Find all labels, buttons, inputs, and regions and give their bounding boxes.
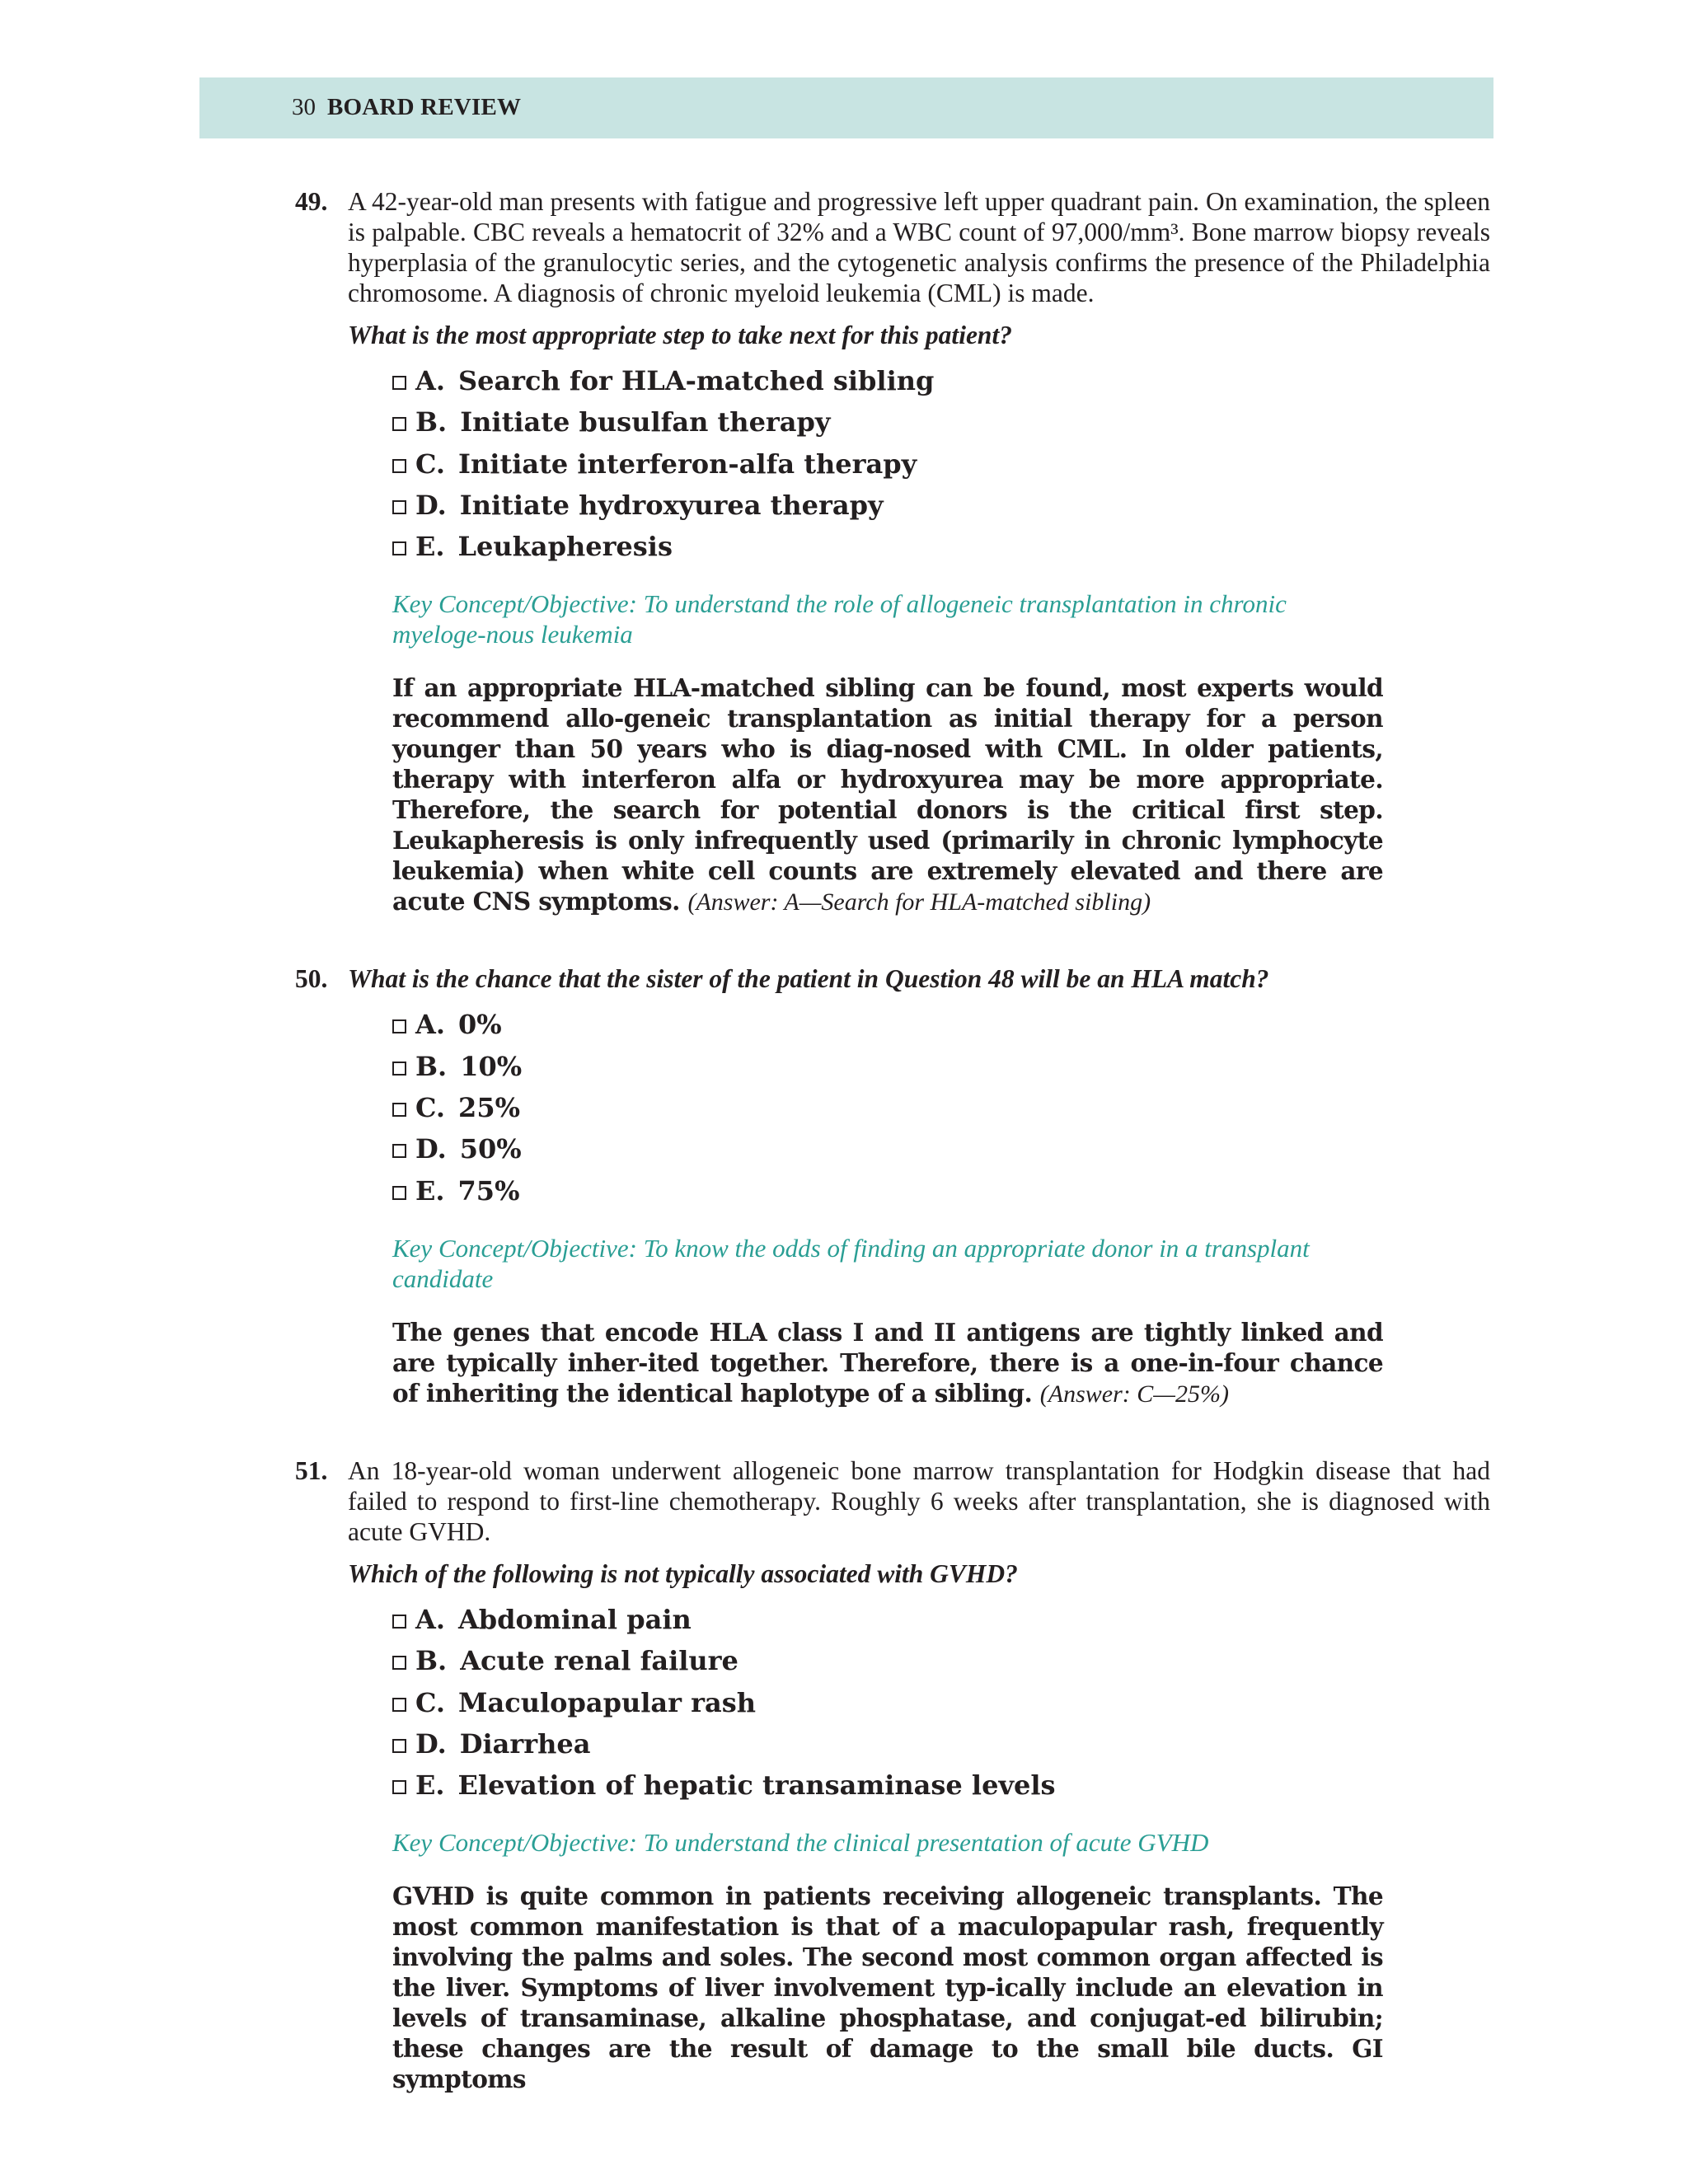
checkbox-icon[interactable] (392, 500, 406, 514)
answer-option-d[interactable] (392, 1723, 1490, 1765)
checkbox-icon[interactable] (392, 1186, 406, 1200)
section-gap (295, 1409, 1490, 1455)
question-number: 51. (295, 1455, 328, 1485)
option-letter: D. (415, 489, 447, 521)
option-letter: B. (415, 1050, 448, 1082)
explanation-text (392, 1881, 1383, 2094)
answer-option-d[interactable] (392, 1128, 1490, 1169)
key-concept: Key Concept/Objective: To know the odds of finding an appropriate donor in a transplant candidate (392, 1233, 1310, 1293)
explanation-body: GVHD is quite common in patients receiving allogeneic transplants. The most common manifestation is that of a maculopapular rash, frequently involving the palms and soles. The second most common organ affected is the liver. Symptoms of liver involvement typ-ically include an elevation in levels of transaminase, alkaline phosphatase, and conjugat-ed bilirubin; these changes are the result of damage to the small bile ducts. GI symptoms (392, 1882, 1383, 2094)
option-letter: C. (415, 448, 446, 480)
option-text: Acute renal failure (460, 1645, 738, 1677)
header-text (292, 92, 521, 122)
answer-option-b[interactable] (392, 1640, 1490, 1681)
option-text: Search for HLA-matched sibling (457, 365, 935, 396)
answer-option-c[interactable] (392, 1087, 1490, 1128)
question-51 (295, 1455, 1490, 2094)
option-letter: C. (415, 1092, 446, 1124)
question-prompt: What is the most appropriate step to take next for this patient? (348, 321, 1012, 349)
checkbox-icon[interactable] (392, 376, 406, 390)
option-text: Initiate interferon-alfa therapy (458, 448, 917, 480)
question-prompt: Which of the following is not typically associated with GVHD? (348, 1558, 1018, 1588)
checkbox-icon[interactable] (392, 1698, 406, 1712)
option-text: 10% (460, 1050, 523, 1082)
checkbox-icon[interactable] (392, 541, 406, 555)
checkbox-icon[interactable] (392, 1062, 406, 1076)
answer-reference: (Answer: A—Search for HLA-matched sibling) (687, 888, 1151, 916)
option-text: 50% (459, 1133, 522, 1165)
question-50 (295, 963, 1490, 1408)
explanation-text (392, 1317, 1383, 1409)
checkbox-icon[interactable] (392, 1739, 406, 1753)
answer-option-b[interactable] (392, 401, 1490, 443)
checkbox-icon[interactable] (392, 417, 406, 431)
question-49 (295, 186, 1490, 917)
explanation-block (348, 1827, 1490, 2094)
running-title: BOARD REVIEW (327, 94, 522, 120)
option-letter: E. (415, 531, 445, 563)
question-stem: An 18-year-old woman underwent allogeneic bone marrow transplantation for Hodgkin disease that had failed to respond to first-line chemotherapy. Roughly 6 weeks after transplantation, she is diagnosed with acute GVHD. (348, 1455, 1490, 1546)
answer-option-c[interactable] (392, 1682, 1490, 1723)
answer-option-a[interactable] (392, 360, 1490, 401)
checkbox-icon[interactable] (392, 459, 406, 473)
checkbox-icon[interactable] (392, 1780, 406, 1794)
answer-options (348, 360, 1490, 567)
answer-option-e[interactable] (392, 526, 1490, 567)
question-prompt: What is the chance that the sister of the patient in Question 48 will be an HLA match? (348, 964, 1269, 994)
option-text: Leukapheresis (457, 531, 673, 563)
option-letter: B. (415, 1645, 448, 1677)
key-concept: Key Concept/Objective: To understand the clinical presentation of acute GVHD (392, 1828, 1209, 1858)
checkbox-icon[interactable] (392, 1019, 406, 1033)
explanation-block (348, 588, 1490, 917)
question-number: 49. (295, 187, 328, 216)
answer-option-d[interactable] (392, 485, 1490, 526)
answer-option-c[interactable] (392, 443, 1490, 485)
explanation-body: The genes that encode HLA class I and II antigens are tightly linked and are typically inher-ited together. Therefore, there is a one-in-four chance of inheriting the identical haplotype of a sibling. (392, 1317, 1383, 1408)
explanation-block (348, 1233, 1490, 1409)
option-letter: B. (415, 406, 448, 438)
option-text: Maculopapular rash (458, 1686, 756, 1718)
page-body (295, 186, 1490, 2094)
option-text: 25% (458, 1092, 520, 1124)
explanation-body: If an appropriate HLA-matched sibling can be found, most experts would recommend allo-geneic transplantation as initial therapy for a person younger than 50 years who is diag-nosed with CML. In older patients, therapy with interferon alfa or hydroxyurea may be more appropriate. Therefore, the search for potential donors is the critical first step. Leukapheresis is only infrequently used (primarily in chronic lymphocyte leukemia) when white cell counts are extremely elevated and there are acute CNS symptoms. (392, 673, 1383, 916)
answer-option-a[interactable] (392, 1599, 1490, 1640)
checkbox-icon[interactable] (392, 1144, 406, 1158)
answer-options (348, 1599, 1490, 1806)
answer-reference: (Answer: C—25%) (1039, 1380, 1229, 1408)
answer-option-e[interactable] (392, 1765, 1490, 1806)
running-header (199, 77, 1493, 138)
option-letter: D. (415, 1727, 447, 1760)
page-number: 30 (292, 94, 316, 120)
question-stem: A 42-year-old man presents with fatigue and progressive left upper quadrant pain. On examination, the spleen is palpable. CBC reveals a hematocrit of 32% and a WBC count of 97,000/mm³. Bone marrow biopsy reveals hyperplasia of the granulocytic series, and the cytogenetic analysis confirms the presence of the Philadelphia chromosome. A diagnosis of chronic myeloid leukemia (CML) is made. (348, 187, 1490, 307)
option-letter: E. (415, 1769, 445, 1802)
answer-option-e[interactable] (392, 1170, 1490, 1212)
option-text: Abdominal pain (457, 1603, 692, 1635)
answer-options (348, 1004, 1490, 1211)
option-text: Initiate busulfan therapy (460, 406, 831, 438)
question-number: 50. (295, 964, 328, 994)
option-text: Initiate hydroxyurea therapy (459, 489, 884, 521)
checkbox-icon[interactable] (392, 1656, 406, 1670)
option-letter: A. (415, 1009, 445, 1041)
option-text: 0% (457, 1009, 502, 1041)
key-concept: Key Concept/Objective: To understand the role of allogeneic transplantation in chronic myeloge-nous leukemia (392, 589, 1287, 649)
answer-option-a[interactable] (392, 1004, 1490, 1045)
option-text: Elevation of hepatic transaminase levels (457, 1769, 1056, 1802)
checkbox-icon[interactable] (392, 1615, 406, 1629)
option-letter: C. (415, 1686, 446, 1718)
option-letter: D. (415, 1133, 447, 1165)
answer-option-b[interactable] (392, 1046, 1490, 1087)
option-letter: A. (415, 365, 445, 396)
section-gap (295, 917, 1490, 963)
option-text: 75% (457, 1174, 520, 1207)
option-letter: A. (415, 1603, 445, 1635)
option-text: Diarrhea (459, 1727, 591, 1760)
option-letter: E. (415, 1174, 445, 1207)
checkbox-icon[interactable] (392, 1103, 406, 1117)
explanation-text (392, 673, 1383, 917)
